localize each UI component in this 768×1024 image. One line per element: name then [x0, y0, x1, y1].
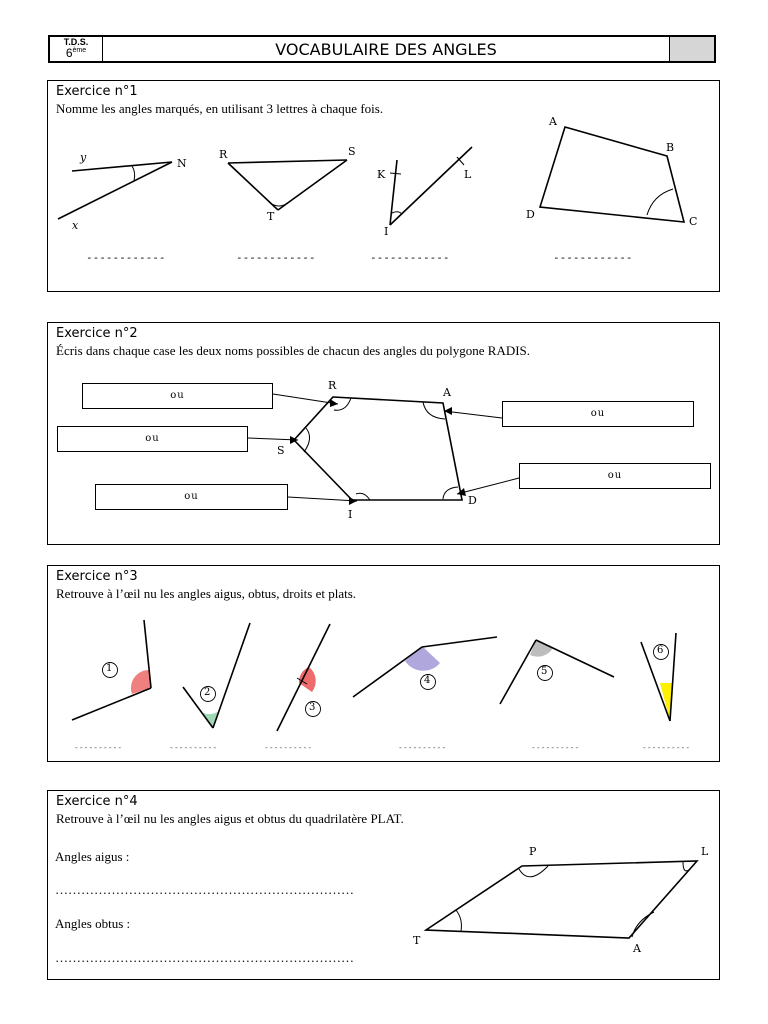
obtuse-angles-label: Angles obtus :	[55, 916, 131, 931]
angle-number-3: 3	[309, 702, 316, 713]
angle-number-6: 6	[657, 645, 664, 656]
answer-blank-a5[interactable]: ----------	[531, 743, 580, 752]
answer-blank-a3[interactable]: ----------	[264, 743, 313, 752]
answer-box-S[interactable]: ou	[57, 426, 248, 452]
exercise-4-instruction: Retrouve à l’œil nu les angles aigus et obtus du quadrilatère PLAT.	[56, 811, 404, 826]
answer-box-D[interactable]: ou	[519, 463, 711, 489]
tds-label: T.D.S.	[63, 37, 89, 47]
acute-angles-label: Angles aigus :	[55, 849, 130, 864]
acute-angles-answer[interactable]: ……………………………………………………………	[55, 882, 354, 897]
label-R: R	[219, 148, 228, 161]
label-L: L	[464, 168, 472, 181]
label-T: T	[267, 210, 275, 223]
answer-box-A[interactable]: ou	[502, 401, 694, 427]
label-T4: T	[413, 934, 421, 947]
label-S2: S	[277, 444, 285, 457]
obtuse-angles-answer[interactable]: ……………………………………………………………	[55, 950, 354, 965]
exercise-1-title: Exercice n°1	[56, 84, 138, 99]
answer-blank-a1[interactable]: ----------	[74, 743, 123, 752]
answer-blank-2[interactable]: ------------	[236, 251, 316, 264]
exercise-2-title: Exercice n°2	[56, 326, 138, 341]
label-D: D	[526, 208, 535, 221]
label-I2: I	[348, 508, 353, 521]
label-y: y	[80, 151, 87, 164]
label-I: I	[384, 225, 389, 238]
exercise-4-title: Exercice n°4	[56, 794, 138, 809]
label-L4: L	[701, 845, 709, 858]
answer-blank-3[interactable]: ------------	[370, 251, 450, 264]
angle-number-5: 5	[541, 666, 548, 677]
answer-blank-4[interactable]: ------------	[553, 251, 633, 264]
label-P: P	[529, 845, 537, 858]
label-R2: R	[328, 379, 337, 392]
label-K: K	[377, 168, 386, 181]
label-A2: A	[443, 386, 451, 399]
level-suffix: ème	[72, 47, 87, 54]
answer-blank-a2[interactable]: ----------	[169, 743, 218, 752]
exercise-1-instruction: Nomme les angles marqués, en utilisant 3 lettres à chaque fois.	[56, 101, 384, 116]
label-A4: A	[633, 942, 641, 955]
answer-blank-1[interactable]: ------------	[86, 251, 166, 264]
answer-blank-a6[interactable]: ----------	[642, 743, 691, 752]
label-C: C	[689, 215, 698, 228]
label-N: N	[177, 157, 187, 170]
answer-box-I[interactable]: ou	[95, 484, 288, 510]
label-B: B	[666, 141, 675, 154]
angle-number-1: 1	[106, 663, 113, 674]
label-S: S	[348, 145, 356, 158]
angle-number-2: 2	[204, 687, 211, 698]
exercise-3-title: Exercice n°3	[56, 569, 138, 584]
page-title: VOCABULAIRE DES ANGLES	[275, 40, 497, 59]
label-D2: D	[468, 494, 477, 507]
label-A: A	[549, 115, 557, 128]
label-x: x	[72, 219, 79, 232]
level-number: 6	[65, 46, 73, 60]
answer-blank-a4[interactable]: ----------	[398, 743, 447, 752]
exercise-2-instruction: Écris dans chaque case les deux noms possibles de chacun des angles du polygone RADIS.	[56, 343, 531, 358]
angle-number-4: 4	[424, 675, 431, 686]
answer-box-R[interactable]: ou	[82, 383, 273, 409]
exercise-3-instruction: Retrouve à l’œil nu les angles aigus, obtus, droits et plats.	[56, 586, 357, 601]
